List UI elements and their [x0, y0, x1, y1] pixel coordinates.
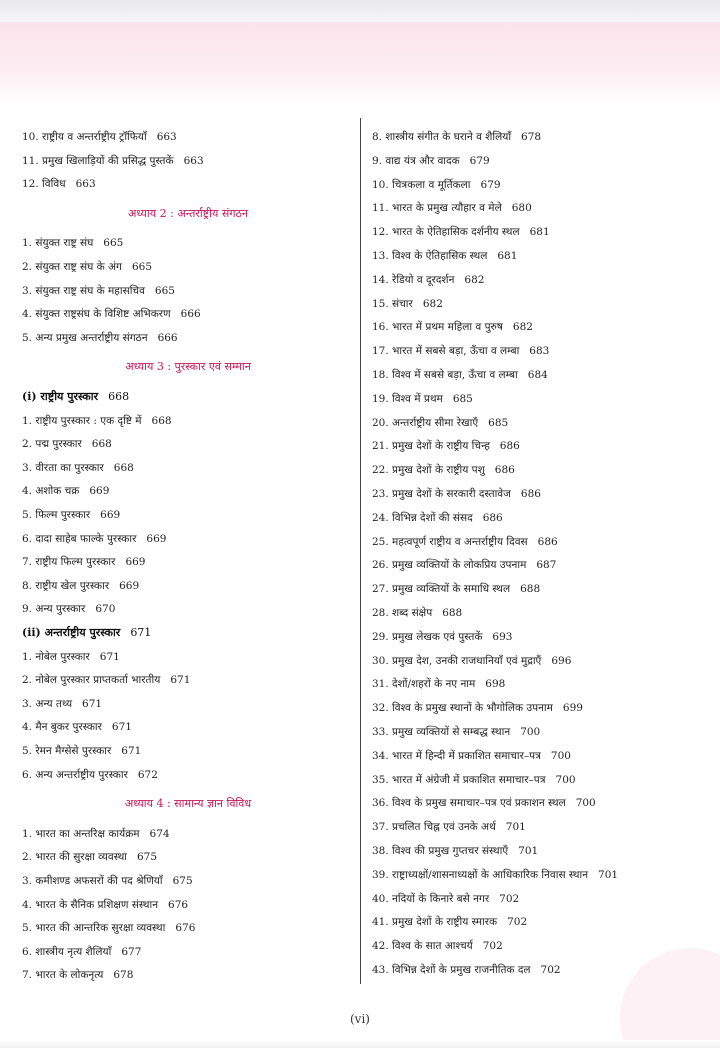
toc-section — [22, 390, 354, 404]
toc-entry — [372, 820, 712, 834]
toc-entry — [22, 532, 354, 546]
toc-entry-title: (i) राष्ट्रीय पुरस्कार — [22, 390, 99, 403]
toc-entry-page: 700 — [555, 773, 576, 786]
toc-entry — [372, 416, 712, 430]
toc-entry-title: 11. प्रमुख खिलाड़ियों की प्रसिद्ध पुस्तकें — [22, 154, 174, 167]
toc-entry — [372, 487, 712, 501]
toc-entry-page: 669 — [146, 532, 167, 545]
toc-entry-page: 681 — [529, 226, 550, 239]
toc-entry — [22, 921, 354, 935]
toc-entry-page: 668 — [91, 438, 112, 451]
toc-entry-title: 7. भारत के लोकनृत्य — [22, 969, 104, 982]
toc-entry-page: 676 — [175, 922, 196, 935]
toc-entry-page: 702 — [482, 940, 503, 953]
toc-entry-page: 669 — [100, 509, 121, 521]
toc-entry — [22, 461, 354, 475]
toc-entry-title: 42. विश्व के सात आश्चर्य — [372, 940, 473, 953]
toc-left-column — [22, 122, 354, 988]
toc-entry-page: 685 — [488, 416, 509, 429]
toc-entry-title: 28. शब्द संक्षेप — [372, 607, 433, 619]
toc-entry-title: 13. विश्व के ऐतिहासिक स्थल — [372, 250, 488, 262]
toc-entry — [372, 320, 712, 334]
toc-entry-page: 665 — [103, 237, 124, 250]
toc-entry-page: 702 — [499, 892, 520, 905]
toc-entry — [372, 796, 712, 810]
toc-entry-page: 680 — [511, 202, 532, 215]
toc-entry-title: 5. भारत की आन्तरिक सुरक्षा व्यवस्था — [22, 922, 166, 935]
toc-entry-page: 671 — [170, 674, 191, 687]
toc-entry-page: 676 — [168, 898, 189, 911]
toc-entry-page: 688 — [520, 583, 541, 596]
toc-entry-page: 682 — [464, 273, 485, 286]
toc-entry — [22, 260, 354, 274]
toc-entry — [372, 463, 712, 477]
toc-entry-title: 6. शास्त्रीय नृत्य शैलियाँ — [22, 945, 112, 958]
toc-entry-page: 668 — [108, 390, 130, 403]
toc-entry-title: 16. भारत में प्रथम महिला व पुरुष — [372, 321, 503, 334]
toc-entry-page: 678 — [521, 131, 542, 143]
toc-entry-title: 7. राष्ट्रीय फिल्म पुरस्कार — [22, 556, 116, 569]
toc-entry — [372, 725, 712, 739]
toc-entry — [22, 602, 354, 616]
toc-entry-page: 687 — [536, 559, 557, 572]
toc-entry-page: 700 — [550, 749, 571, 762]
toc-entry — [22, 744, 354, 758]
toc-entry — [22, 484, 354, 498]
toc-entry-title: 43. विभिन्न देशों के प्रमुख राजनीतिक दल — [372, 964, 531, 976]
chapter-heading: अध्याय 4 : सामान्य ज्ञान विविध — [124, 797, 252, 811]
toc-entry-title: 1. नोबेल पुरस्कार — [22, 650, 90, 663]
toc-right-column — [372, 122, 712, 988]
toc-entry — [22, 508, 354, 522]
toc-entry — [22, 284, 354, 298]
toc-entry-page: 671 — [121, 745, 142, 757]
toc-entry-page: 671 — [99, 650, 120, 663]
toc-entry — [22, 898, 354, 912]
toc-entry-page: 686 — [520, 488, 541, 500]
toc-entry-page: 663 — [75, 178, 96, 191]
toc-entry-title: 31. देशों/शहरों के नए नाम — [372, 678, 476, 691]
toc-entry-page: 669 — [119, 579, 140, 592]
toc-entry-page: 679 — [469, 154, 490, 167]
toc-entry-page: 700 — [575, 797, 596, 810]
toc-entry — [372, 939, 712, 953]
toc-entry-title: 19. विश्व में प्रथम — [372, 392, 443, 405]
toc-entry-page: 686 — [482, 511, 503, 524]
toc-entry-title: 5. फिल्म पुरस्कार — [22, 509, 91, 521]
top-bar — [0, 0, 720, 22]
toc-entry — [372, 439, 712, 453]
toc-entry — [372, 154, 712, 168]
toc-entry — [22, 945, 354, 959]
toc-entry-title: 30. प्रमुख देश, उनकी राजधानियाँ एवं मुद्राएँ — [372, 654, 542, 667]
toc-entry-title: 24. विभिन्न देशों की संसद — [372, 511, 473, 524]
toc-entry-page: 668 — [113, 461, 134, 474]
toc-entry — [372, 677, 712, 691]
toc-entry-title: 10. राष्ट्रीय व अन्तर्राष्ट्रीय ट्रॉफियाँ — [22, 131, 147, 143]
toc-entry-page: 701 — [518, 845, 539, 857]
toc-entry — [22, 555, 354, 569]
toc-entry — [22, 414, 354, 428]
toc-entry-page: 670 — [95, 603, 116, 616]
toc-entry-page: 699 — [562, 702, 583, 715]
toc-entry — [22, 968, 354, 982]
header-band — [0, 22, 720, 104]
toc-entry-title: 1. संयुक्त राष्ट्र संघ — [22, 237, 94, 250]
toc-entry-title: (ii) अन्तर्राष्ट्रीय पुरस्कार — [22, 626, 121, 639]
toc-entry-page: 683 — [529, 345, 550, 358]
toc-entry-title: 41. प्रमुख देशों के राष्ट्रीय स्मारक — [372, 916, 498, 929]
chapter-heading: अध्याय 3 : पुरस्कार एवं सम्मान — [125, 360, 251, 374]
toc-entry-title: 3. वीरता का पुरस्कार — [22, 461, 104, 474]
toc-entry-page: 700 — [520, 726, 541, 738]
toc-entry-page: 674 — [149, 827, 170, 840]
toc-entry — [372, 915, 712, 929]
toc-entry-title: 21. प्रमुख देशों के राष्ट्रीय चिन्ह — [372, 440, 490, 453]
toc-entry-page: 668 — [151, 414, 172, 427]
toc-entry-page: 686 — [494, 464, 515, 477]
toc-entry-title: 17. भारत में सबसे बड़ा, ऊँचा व लम्बा — [372, 345, 520, 358]
toc-entry-title: 9. वाद्य यंत्र और वादक — [372, 154, 460, 167]
toc-entry-page: 663 — [183, 154, 204, 167]
toc-entry — [22, 154, 354, 168]
toc-entry — [372, 392, 712, 406]
toc-entry — [372, 511, 712, 525]
toc-entry-page: 681 — [497, 250, 518, 262]
toc-entry — [22, 331, 354, 345]
toc-entry — [372, 892, 712, 906]
toc-entry — [22, 827, 354, 841]
toc-entry — [372, 368, 712, 382]
toc-section — [22, 626, 354, 640]
toc-entry-title: 8. शास्त्रीय संगीत के घराने व शैलियाँ — [372, 131, 512, 143]
toc-entry-title: 23. प्रमुख देशों के सरकारी दस्तावेज — [372, 488, 511, 500]
toc-entry — [372, 130, 712, 144]
toc-entry-title: 33. प्रमुख व्यक्तियों से सम्बद्ध स्थान — [372, 726, 511, 738]
toc-entry-page: 686 — [499, 440, 520, 453]
toc-entry-title: 2. संयुक्त राष्ट्र संघ के अंग — [22, 261, 122, 273]
page-number: (vi) — [350, 1012, 370, 1026]
toc-entry-page: 685 — [452, 392, 473, 405]
toc-entry-page: 682 — [422, 297, 443, 310]
toc-entry-title: 26. प्रमुख व्यक्तियों के लोकप्रिय उपनाम — [372, 559, 527, 572]
toc-entry-page: 698 — [485, 678, 506, 691]
toc-entry-page: 666 — [180, 308, 201, 321]
toc-entry — [22, 650, 354, 664]
toc-entry-page: 701 — [598, 868, 619, 881]
toc-entry-title: 37. प्रचलित चिह्न एवं उनके अर्थ — [372, 821, 496, 834]
toc-entry-title: 2. भारत की सुरक्षा व्यवस्था — [22, 851, 127, 864]
toc-entry — [22, 177, 354, 191]
toc-entry-title: 2. नोबेल पुरस्कार प्राप्तकर्ता भारतीय — [22, 674, 161, 687]
toc-entry-title: 18. विश्व में सबसे बड़ा, ऊँचा व लम्बा — [372, 369, 518, 381]
toc-entry-title: 35. भारत में अंग्रेजी में प्रकाशित समाचार–पत्र — [372, 773, 546, 786]
toc-entry — [372, 844, 712, 858]
toc-entry-title: 8. राष्ट्रीय खेल पुरस्कार — [22, 579, 110, 592]
toc-entry — [372, 606, 712, 620]
toc-entry — [372, 749, 712, 763]
toc-entry-title: 15. संचार — [372, 297, 413, 310]
toc-entry-title: 40. नदियों के किनारे बसे नगर — [372, 892, 490, 905]
toc-entry-page: 663 — [156, 131, 177, 143]
toc-entry-title: 20. अन्तर्राष्ट्रीय सीमा रेखाएँ — [372, 416, 479, 429]
toc-entry — [22, 307, 354, 321]
toc-entry-page: 665 — [154, 284, 175, 297]
toc-entry — [22, 874, 354, 888]
toc-entry — [22, 768, 354, 782]
toc-entry-page: 669 — [89, 485, 110, 498]
toc-entry — [372, 273, 712, 287]
toc-entry — [22, 697, 354, 711]
toc-entry-page: 675 — [137, 851, 158, 864]
toc-entry-title: 4. भारत के सैनिक प्रशिक्षण संस्थान — [22, 898, 159, 911]
toc-entry — [372, 535, 712, 549]
toc-entry-page: 671 — [82, 697, 103, 710]
toc-entry-title: 4. मैन बुकर पुरस्कार — [22, 721, 102, 734]
toc-entry-title: 6. अन्य अन्तर्राष्ट्रीय पुरस्कार — [22, 768, 128, 781]
toc-entry-page: 671 — [130, 626, 152, 639]
toc-entry-title: 22. प्रमुख देशों के राष्ट्रीय पशु — [372, 464, 485, 477]
toc-entry — [372, 297, 712, 311]
toc-entry — [372, 178, 712, 192]
toc-entry-page: 675 — [172, 875, 193, 887]
toc-entry-page: 702 — [507, 916, 528, 929]
toc-entry-title: 29. प्रमुख लेखक एवं पुस्तकें — [372, 630, 483, 643]
toc-entry-title: 2. पद्म पुरस्कार — [22, 438, 82, 451]
toc-entry — [372, 701, 712, 715]
toc-entry — [22, 720, 354, 734]
toc-entry-page: 679 — [480, 178, 501, 191]
toc-entry-title: 1. राष्ट्रीय पुरस्कार : एक दृष्टि में — [22, 414, 142, 427]
toc-entry-title: 38. विश्व की प्रमुख गुप्तचर संस्थाएँ — [372, 845, 509, 857]
toc-entry-title: 4. अशोक चक्र — [22, 485, 80, 498]
toc-entry-page: 671 — [111, 721, 132, 734]
toc-entry-page: 677 — [121, 945, 142, 958]
toc-entry-page: 701 — [505, 821, 526, 834]
toc-entry-page: 682 — [512, 321, 533, 334]
toc-entry — [372, 630, 712, 644]
toc-entry-title: 14. रेडियो व दूरदर्शन — [372, 273, 455, 286]
bottom-edge — [0, 1040, 720, 1048]
toc-entry — [372, 654, 712, 668]
toc-entry-title: 39. राष्ट्राध्यक्षों/शासनाध्यक्षों के आधिकारिक निवास स्थान — [372, 868, 589, 881]
toc-entry-page: 665 — [131, 261, 153, 273]
toc-entry — [372, 249, 712, 263]
toc-entry-title: 9. अन्य पुरस्कार — [22, 603, 86, 616]
toc-entry-title: 4. संयुक्त राष्ट्रसंघ के विशिष्ट अभिकरण — [22, 308, 171, 321]
toc-entry-title: 12. विविध — [22, 178, 66, 191]
toc-entry — [372, 773, 712, 787]
toc-entry-title: 5. रेमन मैग्सेसे पुरस्कार — [22, 745, 112, 757]
toc-entry-page: 693 — [492, 630, 513, 643]
toc-entry — [22, 236, 354, 250]
toc-entry — [372, 344, 712, 358]
toc-entry-title: 32. विश्व के प्रमुख स्थानों के भौगोलिक उपनाम — [372, 702, 553, 715]
toc-entry — [22, 850, 354, 864]
toc-entry-page: 672 — [137, 768, 158, 781]
chapter-heading: अध्याय 2 : अन्तर्राष्ट्रीय संगठन — [127, 206, 249, 220]
toc-entry — [22, 673, 354, 687]
toc-entry-title: 3. संयुक्त राष्ट्र संघ के महासचिव — [22, 284, 145, 297]
toc-entry-page: 666 — [157, 331, 178, 344]
toc-entry-title: 5. अन्य प्रमुख अन्तर्राष्ट्रीय संगठन — [22, 331, 148, 344]
toc-entry-title: 6. दादा साहेब फाल्के पुरस्कार — [22, 532, 137, 545]
toc-entry — [22, 437, 354, 451]
toc-entry-page: 686 — [537, 535, 558, 548]
toc-entry — [22, 579, 354, 593]
toc-entry — [372, 225, 712, 239]
toc-entry-title: 25. महत्वपूर्ण राष्ट्रीय व अन्तर्राष्ट्रीय दिवस — [372, 535, 528, 548]
toc-entry — [372, 201, 712, 215]
toc-entry-title: 36. विश्व के प्रमुख समाचार–पत्र एवं प्रकाशन स्थल — [372, 797, 566, 810]
toc-entry-page: 688 — [442, 607, 463, 619]
toc-entry-title: 1. भारत का अन्तरिक्ष कार्यक्रम — [22, 827, 140, 840]
toc-entry-title: 10. चित्रकला व मूर्तिकला — [372, 178, 471, 191]
toc-entry-title: 12. भारत के ऐतिहासिक दर्शनीय स्थल — [372, 226, 520, 239]
toc-entry-page: 696 — [551, 654, 572, 667]
column-divider — [360, 118, 361, 984]
toc-entry — [22, 130, 354, 144]
toc-entry-page: 684 — [527, 369, 548, 381]
toc-entry-page: 678 — [113, 969, 134, 982]
toc-entry-title: 27. प्रमुख व्यक्तियों के समाधि स्थल — [372, 583, 511, 596]
toc-entry-page: 702 — [540, 964, 561, 976]
toc-entry-title: 3. अन्य तथ्य — [22, 697, 73, 710]
toc-entry-page: 669 — [125, 556, 146, 569]
toc-entry — [372, 582, 712, 596]
toc-entry — [372, 868, 712, 882]
toc-entry — [372, 558, 712, 572]
toc-entry-title: 3. कमीशण्ड अफसरों की पद श्रेणियाँ — [22, 875, 163, 887]
toc-entry-title: 11. भारत के प्रमुख त्यौहार व मेले — [372, 202, 502, 215]
toc-entry-title: 34. भारत में हिन्दी में प्रकाशित समाचार–पत्र — [372, 749, 541, 762]
